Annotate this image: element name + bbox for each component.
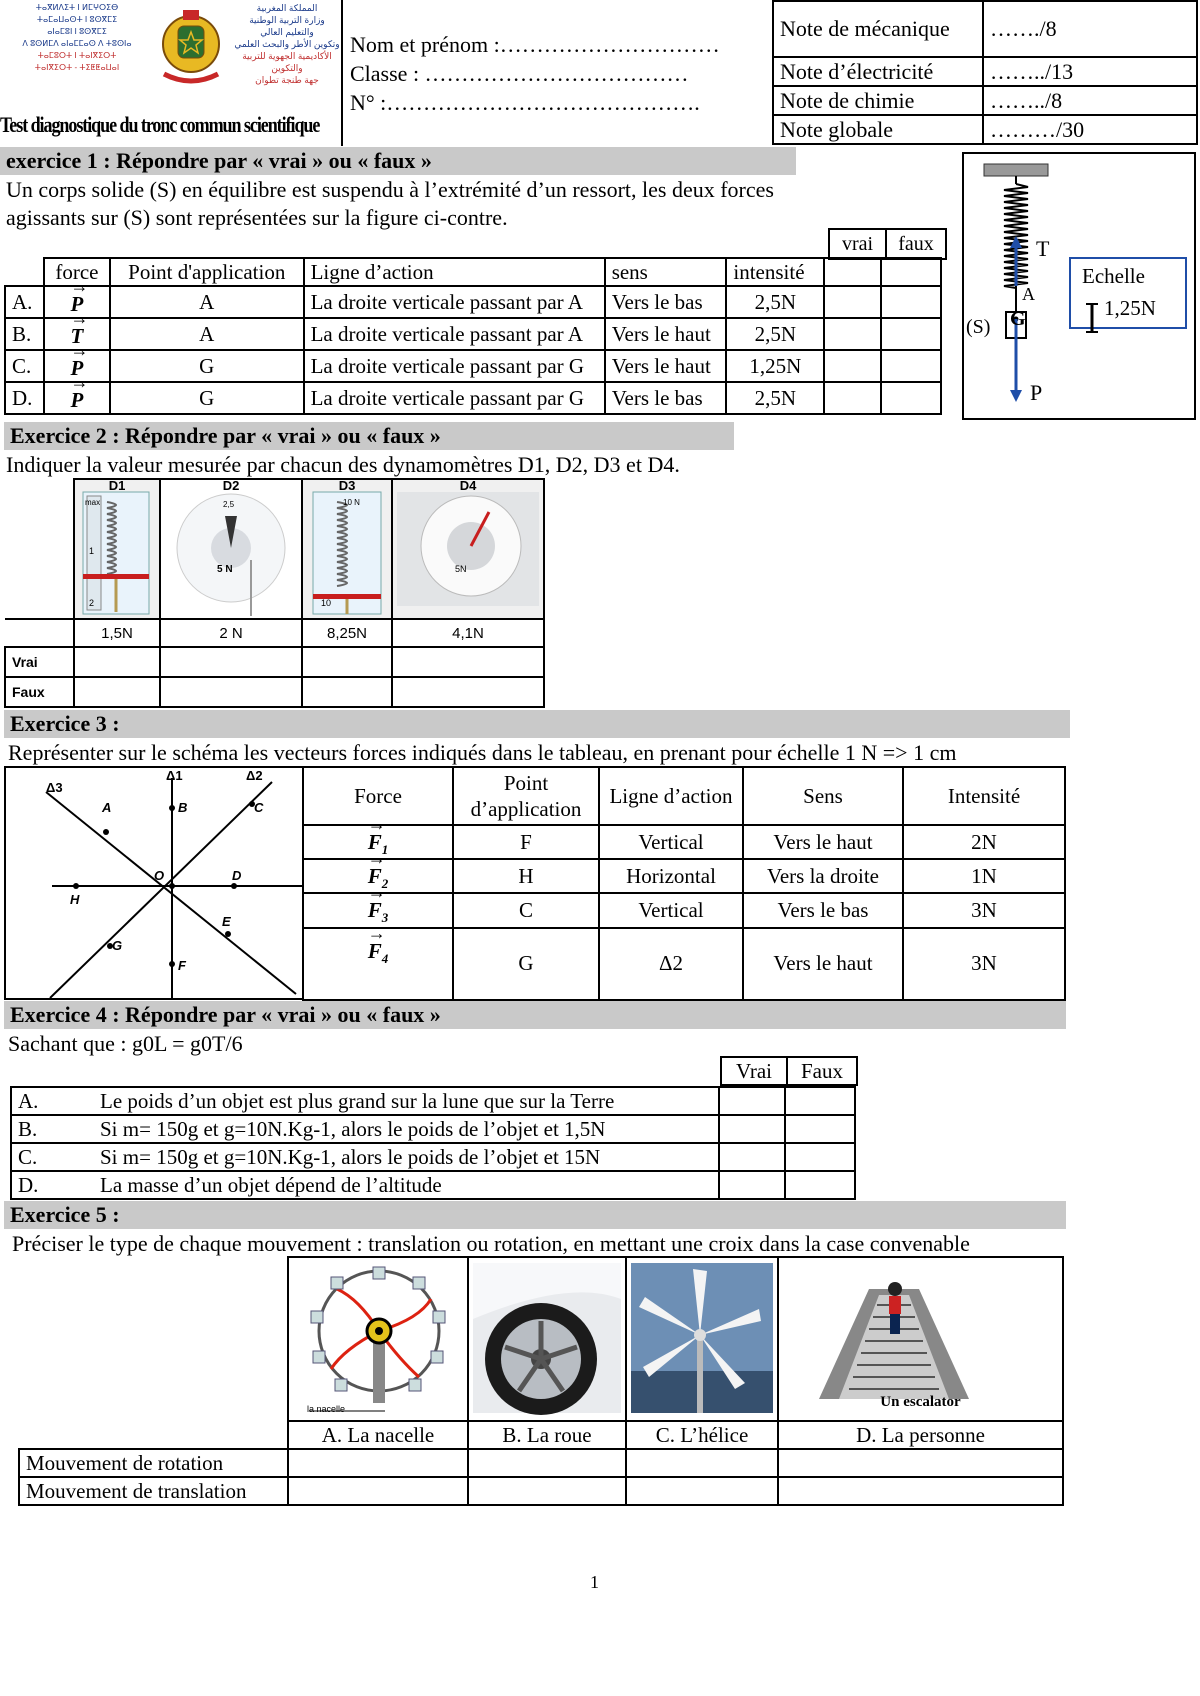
dynamometer-d2: D2 2,5 5 N [160,479,302,619]
vrai-cell[interactable] [824,286,881,318]
force-vector: → $F_3$ [368,894,389,926]
vrai-cell[interactable] [719,1171,785,1199]
vrai-cell[interactable] [719,1087,785,1115]
grades-table [772,0,1198,145]
label-delta2: Δ2 [246,768,263,783]
spring-figure [962,152,1196,420]
table-row [19,1449,1063,1477]
grade-value[interactable]: ……./8 [983,1,1197,57]
table-row: D. → P G La droite verticale passant par G Vers le bas 2,5N [5,382,941,414]
label-delta3: Δ3 [46,780,63,795]
grade-label: Note de chimie [773,86,983,115]
table-row: B. → T A La droite verticale passant par A Vers le haut 2,5N [5,318,941,350]
item-personne: D. La personne [778,1421,1063,1449]
escalator-image [778,1257,1063,1421]
faux-cell[interactable] [881,258,941,286]
ex4-given: Sachant que : g0L = g0T/6 [8,1031,243,1056]
ex3-table: Force Point d’application Ligne d’action Sens Intensité → $F_1$ F Vertical Vers le haut 2N → $F_2$ H Horizontal Vers la droite 1N → $F_3$ C Vertical Vers le bas 3N → $F_4$ G Δ2 Vers le haut 3N [302,766,1066,1001]
vrai-cell[interactable] [160,647,302,677]
label-S: (S) [966,316,991,338]
ex1-vf-header [828,228,947,260]
translation-row-label: Mouvement de translation [19,1477,288,1505]
force-vector: → T [71,320,84,349]
ex5-table [18,1256,1064,1506]
wind-turbine-image [626,1257,778,1421]
answer-cell[interactable] [288,1449,468,1477]
dynamometer-d4: D4 5N [392,479,544,619]
number-field[interactable]: N° :……………………………………. [350,90,700,115]
label-P: P [1030,380,1043,405]
grade-label: Note d’électricité [773,57,983,86]
header [0,0,1200,146]
table-row: → $F_1$ F Vertical Vers le haut 2N [303,825,1065,859]
table-row [19,1477,1063,1505]
ex5-statement: Préciser le type de chaque mouvement : translation ou rotation, en mettant une croix dans la case convenable [12,1231,970,1256]
logo-right-text: المملكة المغربية وزارة التربية الوطنية والتعليم العالي وتكوين الأطر والبحث العلمي الأكاديمية الجهوية للتربية والتكوين جهة طنجة تطوان [234,3,340,85]
force-vector: → P [71,288,84,317]
label-D: D [232,868,242,883]
dynamometer-d3: D3 10 N 10 [302,479,392,619]
vrai-cell[interactable] [824,382,881,414]
faux-cell[interactable] [160,677,302,707]
col-line: Ligne d’action [304,258,605,286]
scale-value: 1,25N [1104,296,1156,320]
item-roue: B. La roue [468,1421,626,1449]
ex5-title: Exercice 5 : [4,1201,1066,1229]
force-vector: → $F_1$ [368,826,389,858]
table-row: → $F_3$ C Vertical Vers le bas 3N [303,893,1065,927]
car-wheel-image [468,1257,626,1421]
table-row: A. → P A La droite verticale passant par A Vers le bas 2,5N [5,286,941,318]
ex2-title: Exercice 2 : Répondre par « vrai » ou « faux » [4,422,734,450]
ex3-diagram [4,766,304,1000]
label-E: E [222,914,231,929]
table-row: B. Si m= 150g et g=10N.Kg-1, alors le poids de l’objet et 1,5N [11,1115,855,1143]
faux-cell[interactable] [881,318,941,350]
vrai-header: vrai [829,229,886,259]
vrai-header: Vrai [721,1057,787,1085]
name-field[interactable]: Nom et prénom :………………………… [350,32,720,57]
table-row: C. Si m= 150g et g=10N.Kg-1, alors le poids de l’objet et 15N [11,1143,855,1171]
answer-cell[interactable] [468,1477,626,1505]
label-T: T [1036,236,1050,261]
label-G: G [112,938,123,953]
d2-value: 2 N [160,619,302,647]
faux-header: Faux [787,1057,857,1085]
label-G: G [1010,308,1026,330]
label-A: A [102,800,112,815]
label-delta1: Δ1 [166,768,183,783]
d4-value: 4,1N [392,619,544,647]
vrai-cell[interactable] [392,647,544,677]
vrai-cell[interactable] [824,258,881,286]
d3-value: 8,25N [302,619,392,647]
item-helice: C. L’hélice [626,1421,778,1449]
dynamometer-d1: D1 max 1 2 [74,479,160,619]
d1-value: 1,5N [74,619,160,647]
ex1-statement: Un corps solide (S) en équilibre est suspendu à l’extrémité d’un ressort, les deux forces agissants sur (S) sont représentées sur la figure ci-contre. [6,177,774,230]
vrai-cell[interactable] [302,647,392,677]
ex1-title: exercice 1 : Répondre par « vrai » ou « faux » [0,147,796,175]
dynamometer-table [4,478,545,708]
ex4-vf-header [720,1056,858,1086]
vrai-cell[interactable] [824,350,881,382]
escalator-caption: Un escalator [880,1394,961,1410]
label-O: O [154,868,165,883]
grade-value[interactable]: ……../8 [983,86,1197,115]
vrai-cell[interactable] [74,647,160,677]
faux-cell[interactable] [881,350,941,382]
answer-cell[interactable] [778,1449,1063,1477]
student-fields [350,30,750,117]
vrai-cell[interactable] [824,318,881,350]
force-vector: → $F_4$ [368,935,389,967]
moroccan-emblem-logo [158,4,224,88]
answer-cell[interactable] [468,1449,626,1477]
class-field[interactable]: Classe : ……………………………… [350,61,689,86]
table-row: → $F_4$ G Δ2 Vers le haut 3N [303,928,1065,1000]
ex1-table [4,257,942,415]
faux-cell[interactable] [392,677,544,707]
item-nacelle: A. La nacelle [288,1421,468,1449]
ex4-title: Exercice 4 : Répondre par « vrai » ou « faux » [4,1001,1066,1029]
rotation-row-label: Mouvement de rotation [19,1449,288,1477]
vrai-cell[interactable] [719,1115,785,1143]
table-row: D. La masse d’un objet dépend de l’altitude [11,1171,855,1199]
col-point: Point d'application [110,258,304,286]
faux-cell[interactable] [785,1087,855,1115]
faux-cell[interactable] [881,286,941,318]
table-row: → $F_2$ H Horizontal Vers la droite 1N [303,859,1065,893]
ex4-table [10,1086,856,1200]
col-sens: sens [605,258,727,286]
faux-cell[interactable] [785,1143,855,1171]
logo-left-text: ⵜⴰⴳⵍⴷⵉⵜ ⵏ ⵍⵎⵖⵔⵉⴱ ⵜⴰⵎⴰⵡⴰⵙⵜ ⵏ ⵓⵙⴳⵎⵉ ⴰⵏⴰⵎⵓⵏ ⵏ ⵓⵙⴳⵎⵉ ⴷ ⵓⵙⵍⵎⴷ ⴰⵏⴰⵎⵎⴰⵙ ⴷ ⵜⵓⵙⵏⴰ ⵜⴰⵎⵓⵔⵜ ⵏ ⵜⴰⵏⴳⵉⵔⵜ ⵜⴰⵏⴳⵉⵔⵜ - ⵜⵉⵟⵟⴰⵡⴰⵏ [22,3,132,72]
ex2-statement: Indiquer la valeur mesurée par chacun des dynamomètres D1, D2, D3 et D4. [6,452,680,477]
label-H: H [70,892,80,907]
ferris-wheel-image [288,1257,468,1421]
scale-title: Echelle [1082,264,1145,288]
col-intensity: intensité [726,258,824,286]
header-divider [341,0,343,146]
faux-cell[interactable] [785,1171,855,1199]
answer-cell[interactable] [626,1477,778,1505]
page-title: Test diagnostique du tronc commun scientifique [0,112,320,137]
ex3-title: Exercice 3 : [4,710,1070,738]
answer-cell[interactable] [778,1477,1063,1505]
ex3-statement: Représenter sur le schéma les vecteurs forces indiqués dans le tableau, en prenant pour échelle 1 N => 1 cm [8,740,957,765]
page-number: 1 [590,1572,599,1592]
grade-value[interactable]: ………/30 [983,115,1197,144]
label-C: C [254,800,264,815]
grade-value[interactable]: ……../13 [983,57,1197,86]
grade-label: Note globale [773,115,983,144]
faux-header: faux [886,229,946,259]
faux-cell[interactable] [74,677,160,707]
label-F: F [178,958,186,973]
table-row: C. → P G La droite verticale passant par G Vers le haut 1,25N [5,350,941,382]
answer-cell[interactable] [626,1449,778,1477]
grade-label: Note de mécanique [773,1,983,57]
table-row: A. Le poids d’un objet est plus grand sur la lune que sur la Terre [11,1087,855,1115]
label-A: A [1022,284,1035,304]
force-vector: → P [71,352,84,381]
force-vector: → $F_2$ [368,860,389,892]
vrai-cell[interactable] [719,1143,785,1171]
vrai-row-label: Vrai [5,647,74,677]
col-force: force [44,258,110,286]
answer-cell[interactable] [288,1477,468,1505]
faux-cell[interactable] [302,677,392,707]
faux-cell[interactable] [881,382,941,414]
label-B: B [178,800,188,815]
faux-row-label: Faux [5,677,74,707]
faux-cell[interactable] [785,1115,855,1143]
nacelle-caption: la nacelle [307,1404,346,1414]
force-vector: → P [71,384,84,413]
